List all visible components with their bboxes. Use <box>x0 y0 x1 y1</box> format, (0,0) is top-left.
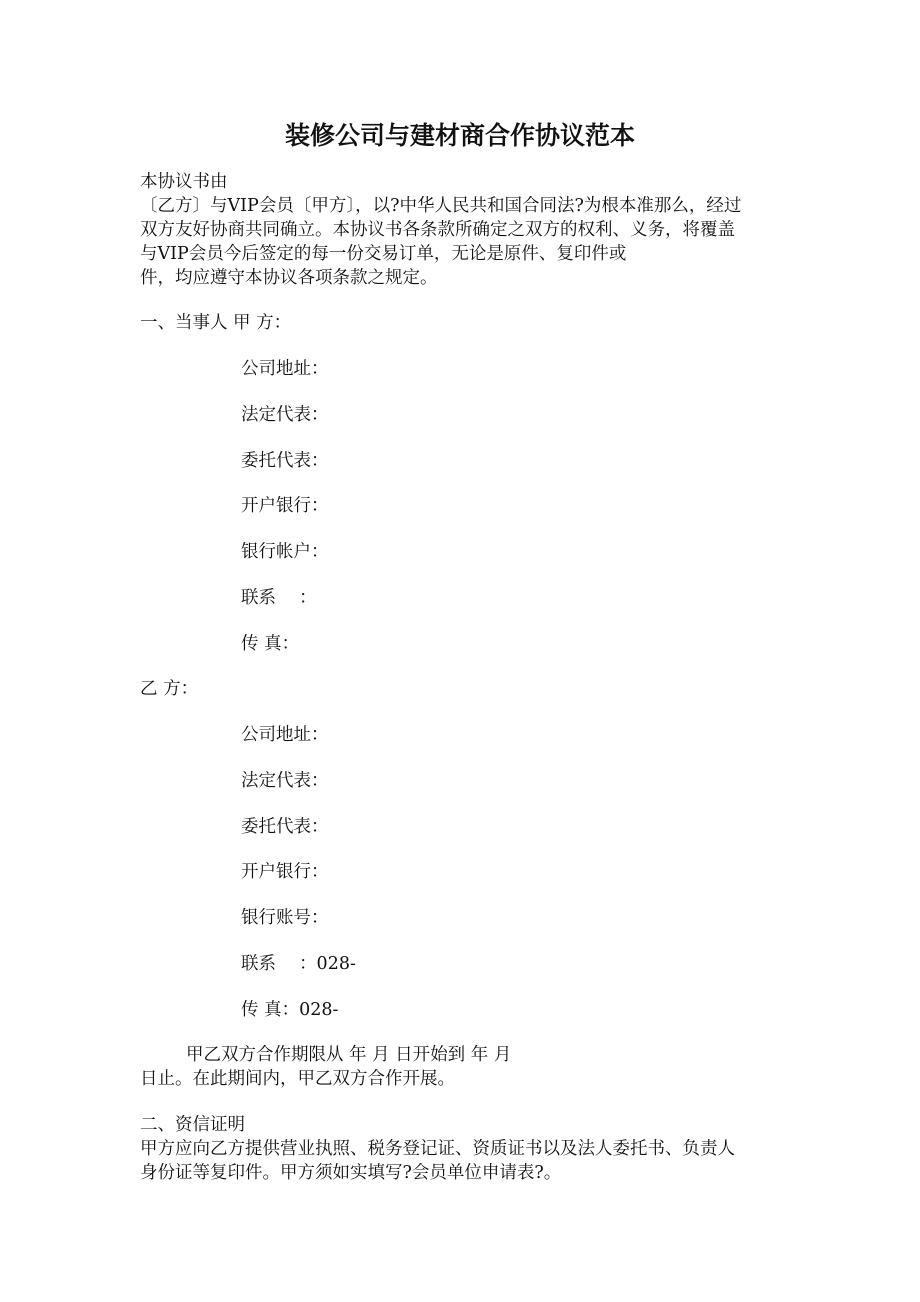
intro-line-1: 本协议书由 <box>140 172 228 192</box>
party-b-bank: 开户银行： <box>241 862 329 882</box>
intro-line-2: 〔乙方〕与VIP会员〔甲方〕，以?中华人民共和国合同法?为根本准那么，经过 <box>140 196 742 216</box>
section2-heading: 二、资信证明 <box>140 1115 245 1135</box>
party-a-bank: 开户银行： <box>241 496 329 516</box>
party-b-account: 银行账号： <box>241 908 329 928</box>
party-a-contact: 联系 ： <box>241 588 317 608</box>
intro-line-4: 与VIP会员今后签定的每一份交易订单，无论是原件、复印件或 <box>140 244 627 264</box>
party-a-agent: 委托代表： <box>241 451 329 471</box>
term-line-2: 日止。在此期间内，甲乙双方合作开展。 <box>140 1069 455 1089</box>
party-a-fax: 传 真： <box>241 634 300 654</box>
party-b-fax: 传 真：028- <box>241 1000 339 1020</box>
section2-line-2: 身份证等复印件。甲方须如实填写?会员单位申请表?。 <box>140 1163 562 1183</box>
document-title: 装修公司与建材商合作协议范本 <box>284 121 635 150</box>
party-a-legal-rep: 法定代表： <box>241 405 329 425</box>
party-b-agent: 委托代表： <box>241 817 329 837</box>
section2-line-1: 甲方应向乙方提供营业执照、税务登记证、资质证书以及法人委托书、负责人 <box>140 1139 735 1159</box>
party-b-address: 公司地址： <box>241 725 329 745</box>
intro-line-3: 双方友好协商共同确立。本协议书各条款所确定之双方的权利、义务，将覆盖 <box>140 220 735 240</box>
party-a-address: 公司地址： <box>241 359 329 379</box>
party-a-account: 银行帐户： <box>241 542 329 562</box>
party-b-heading: 乙 方： <box>140 679 199 699</box>
party-b-contact: 联系 ：028- <box>241 954 356 974</box>
section1-heading: 一、当事人 甲 方： <box>140 313 292 333</box>
intro-line-5: 件，均应遵守本协议各项条款之规定。 <box>140 268 438 288</box>
party-b-legal-rep: 法定代表： <box>241 771 329 791</box>
term-line-1: 甲乙双方合作期限从 年 月 日开始到 年 月 <box>186 1045 512 1065</box>
